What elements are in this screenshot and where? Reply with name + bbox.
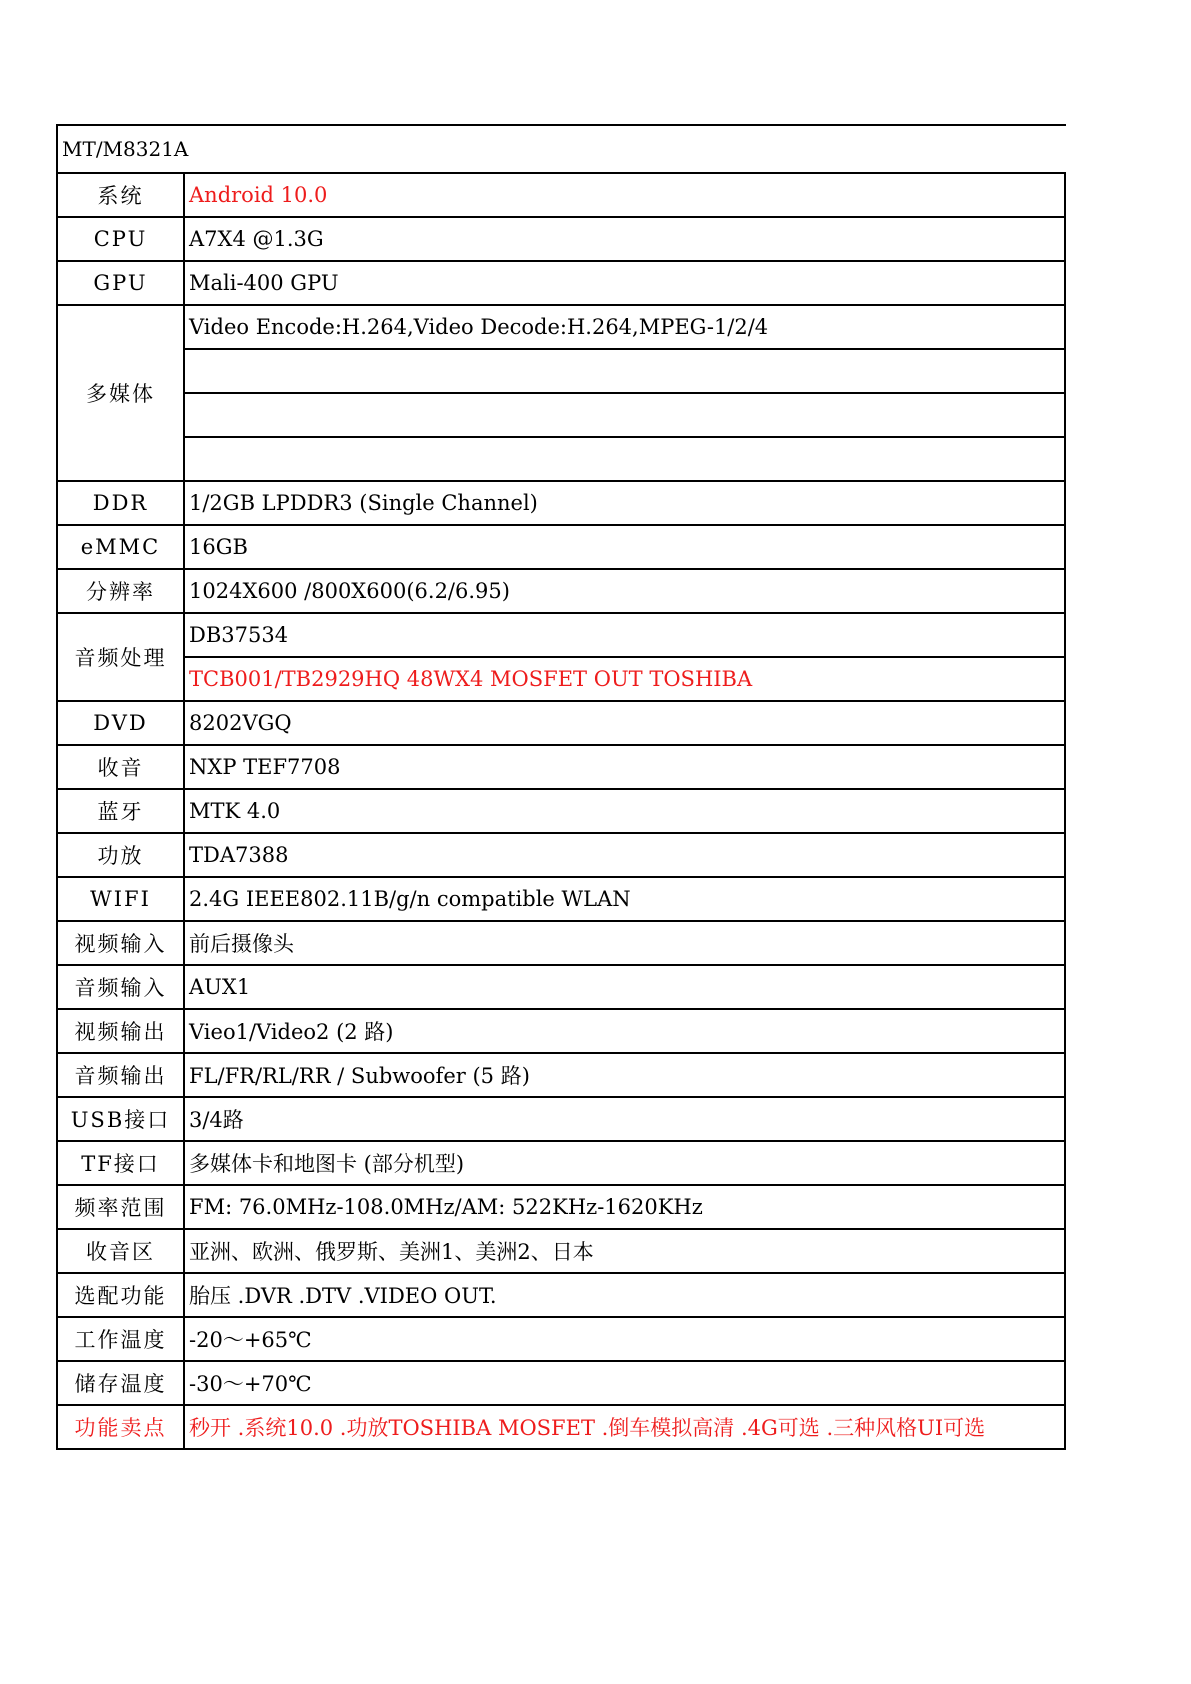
spec-row xyxy=(57,745,1065,789)
spec-label: 分辨率 xyxy=(57,569,184,613)
spec-row xyxy=(57,1141,1065,1185)
spec-row xyxy=(57,393,1065,437)
spec-row xyxy=(57,789,1065,833)
spec-value: Video Encode:H.264,Video Decode:H.264,MPEG-1/2/4 xyxy=(184,305,1065,349)
spec-value: DB37534 xyxy=(184,613,1065,657)
spec-value: 3/4路 xyxy=(184,1097,1065,1141)
spec-label: 视频输出 xyxy=(57,1009,184,1053)
spec-row xyxy=(57,965,1065,1009)
spec-row xyxy=(57,1229,1065,1273)
spec-row xyxy=(57,173,1065,217)
spec-value: -20～+65℃ xyxy=(184,1317,1065,1361)
spec-label: 功能卖点 xyxy=(57,1405,184,1449)
spec-value: -30～+70℃ xyxy=(184,1361,1065,1405)
spec-label: DVD xyxy=(57,701,184,745)
spec-label: GPU xyxy=(57,261,184,305)
spec-label: 收音 xyxy=(57,745,184,789)
spec-value: FL/FR/RL/RR / Subwoofer (5 路) xyxy=(184,1053,1065,1097)
spec-row xyxy=(57,1097,1065,1141)
model-title: MT/M8321A xyxy=(62,137,189,161)
spec-value xyxy=(184,393,1065,437)
spec-label: 蓝牙 xyxy=(57,789,184,833)
spec-value: 1/2GB LPDDR3 (Single Channel) xyxy=(184,481,1065,525)
spec-table xyxy=(56,172,1066,1450)
spec-value: 秒开 .系统10.0 .功放TOSHIBA MOSFET .倒车模拟高清 .4G可选 .三种风格UI可选 xyxy=(184,1405,1065,1449)
spec-row xyxy=(57,613,1065,657)
spec-value: A7X4 @1.3G xyxy=(184,217,1065,261)
spec-label: 系统 xyxy=(57,173,184,217)
spec-row xyxy=(57,217,1065,261)
spec-value: 多媒体卡和地图卡 (部分机型) xyxy=(184,1141,1065,1185)
spec-value: TCB001/TB2929HQ 48WX4 MOSFET OUT TOSHIBA xyxy=(184,657,1065,701)
spec-label: 工作温度 xyxy=(57,1317,184,1361)
spec-value: AUX1 xyxy=(184,965,1065,1009)
spec-label: USB接口 xyxy=(57,1097,184,1141)
spec-row xyxy=(57,349,1065,393)
spec-value: 8202VGQ xyxy=(184,701,1065,745)
spec-value: TDA7388 xyxy=(184,833,1065,877)
spec-label: 储存温度 xyxy=(57,1361,184,1405)
spec-row xyxy=(57,481,1065,525)
spec-value: 1024X600 /800X600(6.2/6.95) xyxy=(184,569,1065,613)
spec-row xyxy=(57,1273,1065,1317)
spec-value: Vieo1/Video2 (2 路) xyxy=(184,1009,1065,1053)
spec-row xyxy=(57,525,1065,569)
spec-label: DDR xyxy=(57,481,184,525)
spec-row xyxy=(57,833,1065,877)
spec-row xyxy=(57,1053,1065,1097)
spec-label: WIFI xyxy=(57,877,184,921)
spec-label: 多媒体 xyxy=(57,305,184,481)
spec-label: TF接口 xyxy=(57,1141,184,1185)
spec-value: 前后摄像头 xyxy=(184,921,1065,965)
spec-row xyxy=(57,657,1065,701)
spec-row xyxy=(57,1361,1065,1405)
spec-value: 亚洲、欧洲、俄罗斯、美洲1、美洲2、日本 xyxy=(184,1229,1065,1273)
spec-value: FM: 76.0MHz-108.0MHz/AM: 522KHz-1620KHz xyxy=(184,1185,1065,1229)
spec-row xyxy=(57,569,1065,613)
spec-value: NXP TEF7708 xyxy=(184,745,1065,789)
spec-label: CPU xyxy=(57,217,184,261)
spec-value: 16GB xyxy=(184,525,1065,569)
spec-row xyxy=(57,1185,1065,1229)
spec-label: 视频输入 xyxy=(57,921,184,965)
spec-row xyxy=(57,1009,1065,1053)
spec-value: Android 10.0 xyxy=(184,173,1065,217)
spec-label: eMMC xyxy=(57,525,184,569)
spec-row xyxy=(57,877,1065,921)
spec-label: 频率范围 xyxy=(57,1185,184,1229)
spec-value: Mali-400 GPU xyxy=(184,261,1065,305)
spec-row xyxy=(57,701,1065,745)
spec-label: 收音区 xyxy=(57,1229,184,1273)
spec-value xyxy=(184,349,1065,393)
spec-label: 选配功能 xyxy=(57,1273,184,1317)
spec-value xyxy=(184,437,1065,481)
spec-value: 2.4G IEEE802.11B/g/n compatible WLAN xyxy=(184,877,1065,921)
spec-label: 音频输出 xyxy=(57,1053,184,1097)
spec-title-row xyxy=(56,124,1066,172)
spec-label: 功放 xyxy=(57,833,184,877)
spec-label: 音频处理 xyxy=(57,613,184,701)
spec-value: 胎压 .DVR .DTV .VIDEO OUT. xyxy=(184,1273,1065,1317)
spec-row xyxy=(57,921,1065,965)
spec-label: 音频输入 xyxy=(57,965,184,1009)
spec-sheet xyxy=(56,124,1066,1450)
spec-row xyxy=(57,305,1065,349)
spec-row xyxy=(57,1405,1065,1449)
spec-value: MTK 4.0 xyxy=(184,789,1065,833)
spec-row xyxy=(57,261,1065,305)
spec-row xyxy=(57,1317,1065,1361)
spec-row xyxy=(57,437,1065,481)
